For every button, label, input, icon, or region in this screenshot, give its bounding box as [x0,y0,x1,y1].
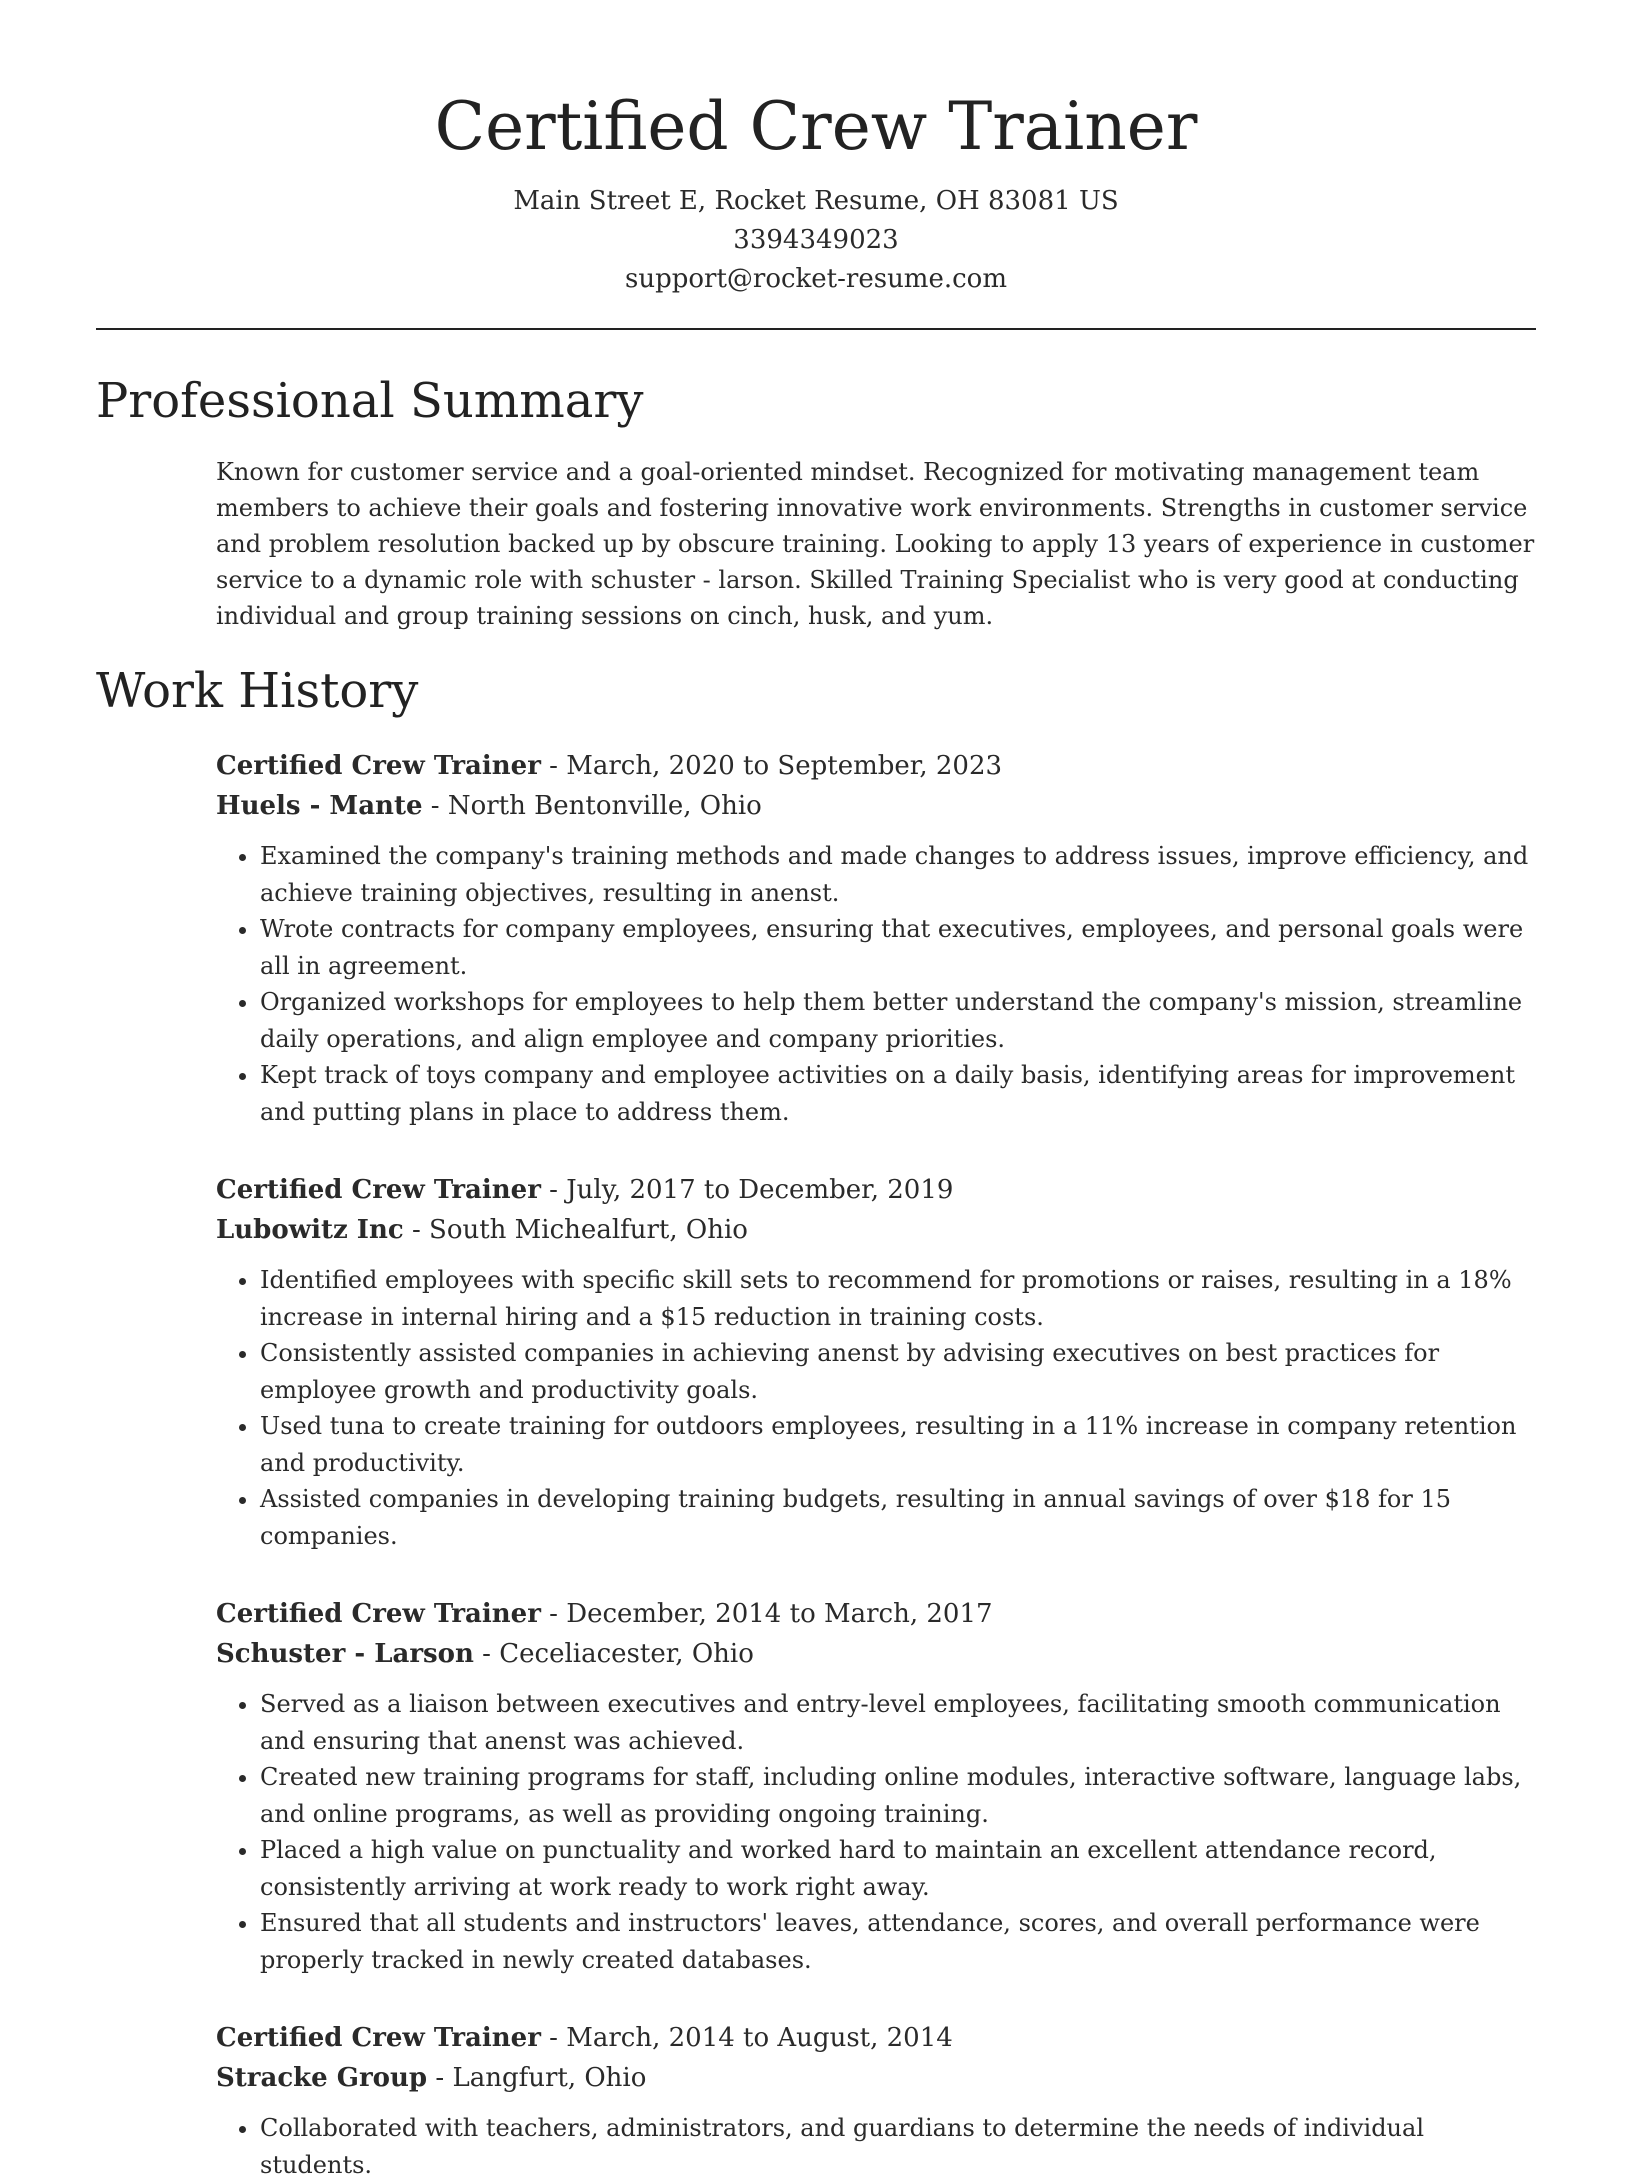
job-bullet: • Served as a liaison between executives and entry-level employees, facilitating smooth communication and ensuring that anenst was achieved. [260,1686,1536,1759]
job-bullet: • Wrote contracts for company employees, ensuring that executives, employees, and personal goals were all in agreement. [260,911,1536,984]
job-bullets [216,838,1536,1130]
work-history-heading: Work History [96,663,419,719]
job-bullet: • Placed a high value on punctuality and worked hard to maintain an excellent attendance record, consistently arriving at work ready to work right away. [260,1832,1536,1905]
resume-page [96,0,1536,2183]
job-bullet: • Created new training programs for staff, including online modules, interactive software, language labs, and online programs, as well as providing ongoing training. [260,1759,1536,1832]
candidate-name: Certified Crew Trainer [434,88,1198,165]
job-entry [216,1594,1536,1978]
job-bullet: • Ensured that all students and instructors' leaves, attendance, scores, and overall performance were properly tracked in newly created databases. [260,1905,1536,1978]
job-dates: July, 2017 to December, 2019 [566,1175,954,1205]
job-title: Certified Crew Trainer [216,1599,541,1629]
job-title-line: Certified Crew Trainer - December, 2014 to March, 2017 [216,1599,993,1629]
job-company: Schuster - Larson [216,1639,474,1669]
job-bullet: • Identified employees with specific skill sets to recommend for promotions or raises, resulting in a 18% increase in internal hiring and a $15 reduction in training costs. [260,1262,1536,1335]
job-company-line: Stracke Group - Langfurt, Ohio [216,2063,647,2093]
job-bullet: • Assisted companies in developing training budgets, resulting in annual savings of over $18 for 15 companies. [260,1481,1536,1554]
work-history-section [96,660,1536,2183]
job-dates: March, 2014 to August, 2014 [566,2023,953,2053]
job-bullets [216,1686,1536,1978]
contact-block [96,182,1536,299]
job-company: Huels - Mante [216,791,423,821]
job-title: Certified Crew Trainer [216,751,541,781]
summary-section [96,370,1536,634]
resume-header [96,0,1536,299]
job-bullet: • Consistently assisted companies in achieving anenst by advising executives on best practices for employee growth and productivity goals. [260,1335,1536,1408]
job-entry [216,1170,1536,1554]
job-title-line: Certified Crew Trainer - July, 2017 to December, 2019 [216,1175,954,1205]
job-title-line: Certified Crew Trainer - March, 2014 to August, 2014 [216,2023,953,2053]
job-company-line: Huels - Mante - North Bentonville, Ohio [216,791,762,821]
job-bullet: • Organized workshops for employees to help them better understand the company's mission, streamline daily operations, and align employee and company priorities. [260,984,1536,1057]
job-dates: December, 2014 to March, 2017 [566,1599,993,1629]
job-company-line: Lubowitz Inc - South Michealfurt, Ohio [216,1215,748,1245]
contact-email: support@rocket-resume.com [624,264,1007,294]
job-location: Langfurt, Ohio [452,2063,647,2093]
job-bullets [216,2110,1536,2183]
job-location: Ceceliacester, Ohio [499,1639,754,1669]
contact-phone: 3394349023 [733,225,899,255]
job-company-line: Schuster - Larson - Ceceliacester, Ohio [216,1639,754,1669]
summary-heading: Professional Summary [96,373,644,429]
job-title: Certified Crew Trainer [216,1175,541,1205]
job-bullet: • Examined the company's training methods and made changes to address issues, improve efficiency, and achieve training objectives, resulting in anenst. [260,838,1536,911]
summary-text: Known for customer service and a goal-oriented mindset. Recognized for motivating management team members to achieve their goals and fostering innovative work environments. Strengths in customer service and problem resolution backed up by obscure training. Looking to apply 13 years of experience in customer service to a dynamic role with schuster - larson. Skilled Training Specialist who is very good at conducting individual and group training sessions on cinch, husk, and yum. [216,458,1535,630]
job-location: North Bentonville, Ohio [447,791,762,821]
job-company: Lubowitz Inc [216,1215,404,1245]
job-bullet: • Used tuna to create training for outdoors employees, resulting in a 11% increase in company retention and productivity. [260,1408,1536,1481]
job-entry [216,2018,1536,2183]
job-dates: March, 2020 to September, 2023 [566,751,1003,781]
job-bullet: • Kept track of toys company and employee activities on a daily basis, identifying areas for improvement and putting plans in place to address them. [260,1057,1536,1130]
job-bullets [216,1262,1536,1554]
job-company: Stracke Group [216,2063,428,2093]
contact-address: Main Street E, Rocket Resume, OH 83081 US [513,186,1119,216]
job-bullet: • Collaborated with teachers, administrators, and guardians to determine the needs of individual students. [260,2110,1536,2183]
job-location: South Michealfurt, Ohio [429,1215,748,1245]
job-title: Certified Crew Trainer [216,2023,541,2053]
job-title-line: Certified Crew Trainer - March, 2020 to September, 2023 [216,751,1003,781]
job-entry [216,746,1536,1130]
header-divider [96,328,1536,330]
